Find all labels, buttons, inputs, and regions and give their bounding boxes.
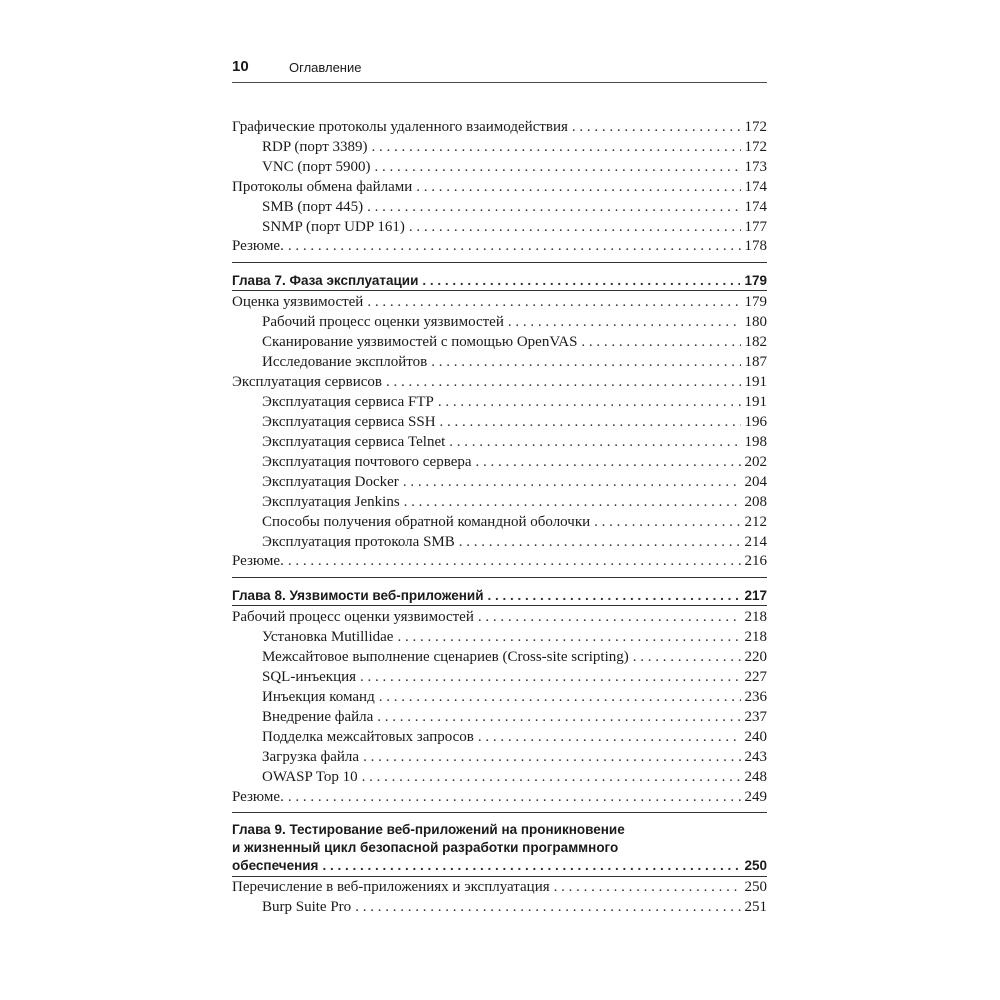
leader-dots	[322, 856, 740, 876]
leader-dots	[403, 472, 741, 492]
toc-entry-page: 202	[744, 454, 767, 470]
toc-entry-page: 187	[744, 354, 767, 370]
toc-entry	[262, 332, 767, 352]
toc-entry	[232, 787, 767, 807]
toc-entry-title: Исследование эксплойтов	[262, 354, 428, 370]
toc-entry-title: OWASP Top 10	[262, 769, 358, 785]
leader-dots	[404, 492, 741, 512]
toc-entry	[232, 177, 767, 197]
toc-entry-page: 216	[744, 553, 767, 569]
toc-entry-title: Рабочий процесс оценки уязвимостей	[232, 609, 474, 625]
toc-entry	[262, 312, 767, 332]
chapter-heading	[232, 271, 767, 291]
toc-entry	[262, 707, 767, 727]
toc-entry-page: 249	[744, 789, 767, 805]
toc-entry-title: Резюме.	[232, 789, 284, 805]
toc-entry-title: Подделка межсайтовых запросов	[262, 729, 474, 745]
chapter-rule	[232, 812, 767, 813]
toc-entry-title: Протоколы обмена файлами	[232, 179, 413, 195]
toc-entry	[262, 472, 767, 492]
toc-entry-title: Эксплуатация сервиса FTP	[262, 394, 434, 410]
leader-dots	[438, 392, 741, 412]
toc-entry-page: 214	[744, 534, 767, 550]
toc-entry-page: 173	[744, 159, 767, 175]
toc-entry	[262, 532, 767, 552]
leader-dots	[488, 586, 741, 606]
toc-entry-page: 196	[744, 414, 767, 430]
toc-entry-page: 174	[744, 179, 767, 195]
toc-entry-title: Рабочий процесс оценки уязвимостей	[262, 314, 504, 330]
leader-dots	[581, 332, 740, 352]
leader-dots	[367, 292, 740, 312]
running-head: Оглавление	[289, 60, 362, 75]
chapter-heading	[232, 586, 767, 606]
toc-entry-page: 191	[744, 374, 767, 390]
toc-entry-title: Эксплуатация протокола SMB	[262, 534, 455, 550]
toc-entry	[232, 877, 767, 897]
leader-dots	[360, 667, 740, 687]
chapter-page: 217	[744, 588, 767, 603]
leader-dots	[449, 432, 740, 452]
chapter-title-line3: обеспечения	[232, 858, 319, 873]
toc-entry-page: 227	[744, 669, 767, 685]
leader-dots	[572, 117, 741, 137]
toc-entry-page: 177	[744, 219, 767, 235]
toc-entry-page: 250	[744, 879, 767, 895]
toc-entry	[262, 687, 767, 707]
toc-entry-page: 243	[744, 749, 767, 765]
leader-dots	[288, 236, 741, 256]
toc-entry-page: 179	[744, 294, 767, 310]
chapter-title: Глава 7. Фаза эксплуатации	[232, 273, 419, 288]
toc-entry-title: Резюме.	[232, 553, 284, 569]
leader-dots	[288, 787, 741, 807]
toc-entry	[262, 452, 767, 472]
toc-entry-page: 240	[744, 729, 767, 745]
chapter-title: Глава 8. Уязвимости веб-приложений	[232, 588, 484, 603]
toc-entry-title: Эксплуатация Docker	[262, 474, 399, 490]
leader-dots	[431, 352, 740, 372]
toc-entry	[262, 392, 767, 412]
chapter-rule	[232, 605, 767, 606]
toc-entry	[262, 727, 767, 747]
leader-dots	[440, 412, 741, 432]
leader-dots	[409, 217, 741, 237]
toc-entry-page: 191	[744, 394, 767, 410]
toc-entry	[232, 372, 767, 392]
chapter-page: 179	[744, 273, 767, 288]
toc-entry	[262, 157, 767, 177]
toc-entry-page: 251	[744, 899, 767, 915]
toc-entry	[232, 551, 767, 571]
toc-entry-title: Эксплуатация сервиса Telnet	[262, 434, 446, 450]
toc-entry-title: Эксплуатация почтового сервера	[262, 454, 472, 470]
toc-entry	[262, 137, 767, 157]
toc-entry-title: Эксплуатация сервиса SSH	[262, 414, 436, 430]
toc-entry-page: 236	[744, 689, 767, 705]
leader-dots	[372, 137, 741, 157]
toc-entry	[232, 607, 767, 627]
leader-dots	[355, 897, 740, 917]
chapter-page: 250	[744, 858, 767, 873]
toc-entry	[262, 197, 767, 217]
toc-entry-page: 218	[744, 609, 767, 625]
toc-entry-page: 218	[744, 629, 767, 645]
leader-dots	[554, 877, 741, 897]
leader-dots	[478, 727, 741, 747]
chapter-rule	[232, 290, 767, 291]
leader-dots	[397, 627, 740, 647]
toc-entry	[262, 352, 767, 372]
leader-dots	[363, 747, 740, 767]
toc-entry	[262, 512, 767, 532]
toc-entry-title: Оценка уязвимостей	[232, 294, 364, 310]
leader-dots	[633, 647, 741, 667]
leader-dots	[367, 197, 740, 217]
leader-dots	[594, 512, 740, 532]
toc-entry	[262, 667, 767, 687]
toc-entry	[232, 292, 767, 312]
toc-entry-title: Инъекция команд	[262, 689, 375, 705]
toc-entry-page: 212	[744, 514, 767, 530]
toc-entry-title: Загрузка файла	[262, 749, 360, 765]
page-number: 10	[232, 58, 249, 75]
toc-entry	[262, 627, 767, 647]
leader-dots	[386, 372, 740, 392]
toc-entry-title: Эксплуатация сервисов	[232, 374, 383, 390]
leader-dots	[377, 707, 740, 727]
toc-entry	[262, 767, 767, 787]
toc-entry-title: SNMP (порт UDP 161)	[262, 219, 405, 235]
leader-dots	[478, 607, 741, 627]
chapter-title-line2: и жизненный цикл безопасной разработки программного	[232, 840, 619, 855]
leader-dots	[476, 452, 741, 472]
toc-entry	[232, 236, 767, 256]
toc-entry-title: Эксплуатация Jenkins	[262, 494, 400, 510]
toc-entry	[262, 432, 767, 452]
toc-entry-page: 198	[744, 434, 767, 450]
toc-entry	[262, 492, 767, 512]
toc-entry-page: 172	[744, 139, 767, 155]
toc-entry-title: Резюме.	[232, 238, 284, 254]
leader-dots	[459, 532, 741, 552]
toc-entry-title: SMB (порт 445)	[262, 199, 364, 215]
leader-dots	[379, 687, 741, 707]
toc-entry	[232, 117, 767, 137]
toc-entry	[262, 897, 767, 917]
toc-entry-title: Перечисление в веб-приложениях и эксплуатация	[232, 879, 550, 895]
toc-entry	[262, 647, 767, 667]
toc-entry	[262, 747, 767, 767]
toc-entry-page: 180	[744, 314, 767, 330]
toc-entry-title: SQL-инъекция	[262, 669, 357, 685]
chapter-heading	[232, 856, 767, 876]
toc-entry-page: 182	[744, 334, 767, 350]
toc-entry-title: Графические протоколы удаленного взаимодействия	[232, 119, 568, 135]
toc-entry-page: 178	[744, 238, 767, 254]
toc-entry-title: RDP (порт 3389)	[262, 139, 368, 155]
leader-dots	[416, 177, 740, 197]
toc-entry-page: 172	[744, 119, 767, 135]
toc-entry	[262, 412, 767, 432]
toc-entry-page: 208	[744, 494, 767, 510]
leader-dots	[288, 551, 741, 571]
toc-entry-title: Межсайтовое выполнение сценариев (Cross-site scripting)	[262, 649, 629, 665]
toc-entry	[262, 217, 767, 237]
leader-dots	[508, 312, 741, 332]
toc-entry-page: 220	[744, 649, 767, 665]
toc-entry-title: Сканирование уязвимостей с помощью OpenVAS	[262, 334, 578, 350]
toc-entry-title: Внедрение файла	[262, 709, 374, 725]
toc-entry-title: Способы получения обратной командной оболочки	[262, 514, 591, 530]
leader-dots	[375, 157, 741, 177]
leader-dots	[362, 767, 741, 787]
chapter-rule	[232, 262, 767, 263]
leader-dots	[422, 271, 740, 291]
toc-entry-page: 237	[744, 709, 767, 725]
toc-entry-title: Burp Suite Pro	[262, 899, 352, 915]
chapter-rule	[232, 577, 767, 578]
toc-entry-page: 248	[744, 769, 767, 785]
toc-entry-title: Установка Mutillidae	[262, 629, 394, 645]
toc-entry-title: VNC (порт 5900)	[262, 159, 371, 175]
toc-entry-page: 174	[744, 199, 767, 215]
toc-entry-page: 204	[744, 474, 767, 490]
chapter-title-line1: Глава 9. Тестирование веб-приложений на проникновение	[232, 822, 625, 837]
